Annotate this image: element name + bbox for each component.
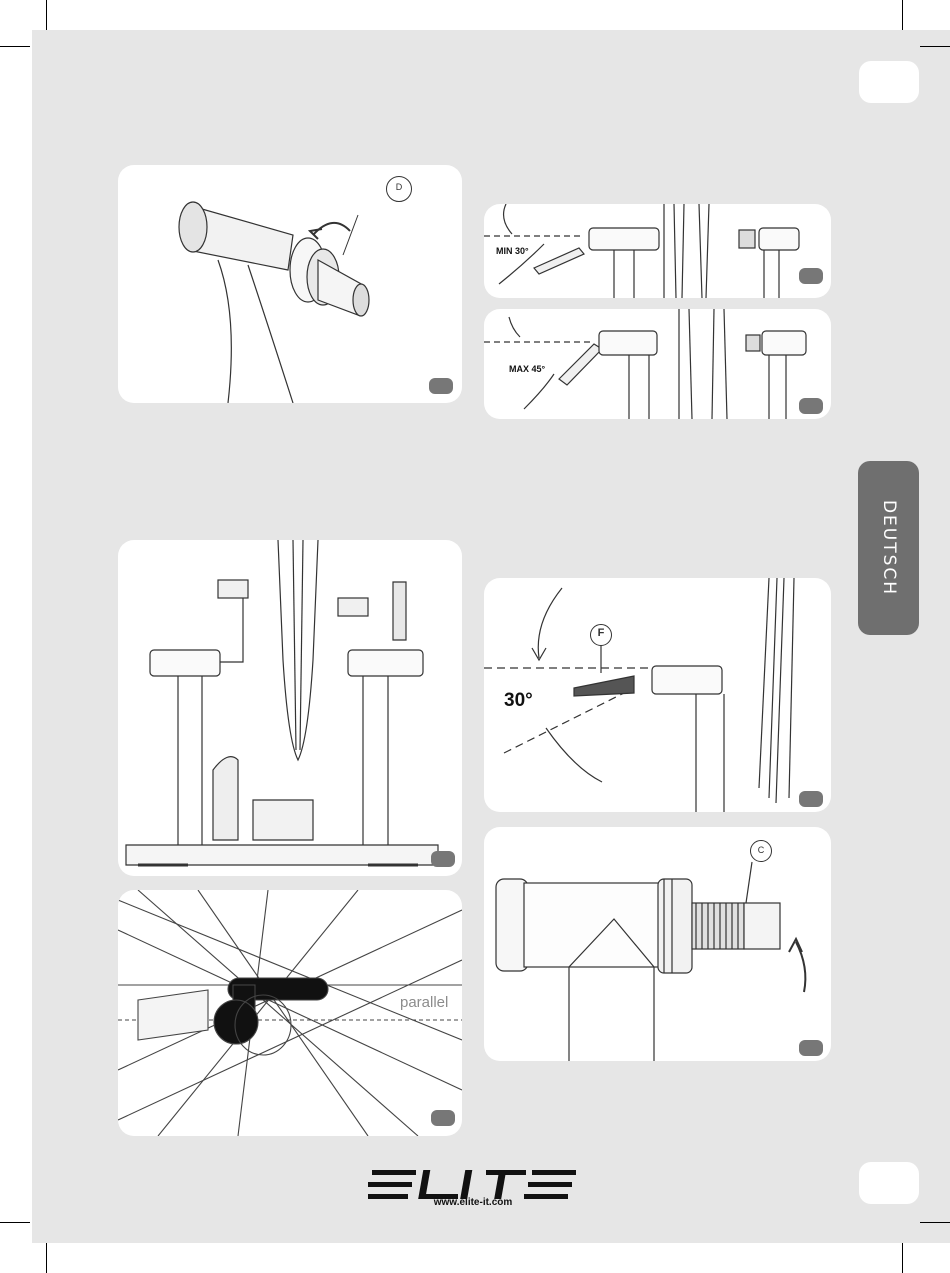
figure-badge <box>799 1040 823 1056</box>
language-tab-label: DEUTSCH <box>878 499 899 597</box>
figure-axle-tightening <box>484 827 831 1061</box>
figure-min-angle <box>484 204 831 298</box>
min-angle-label: MIN 30° <box>496 246 529 256</box>
figure-lever-angle <box>484 578 831 812</box>
crop-mark <box>46 0 47 30</box>
min-angle-drawing <box>484 204 831 298</box>
crop-mark <box>902 1243 903 1273</box>
crop-mark <box>0 46 30 47</box>
figure-badge <box>431 1110 455 1126</box>
callout-label: D <box>395 182 403 192</box>
figure-badge <box>799 398 823 414</box>
crop-mark <box>902 0 903 30</box>
parallel-lever-drawing <box>118 890 462 1136</box>
lever-angle-drawing <box>484 578 831 812</box>
figure-badge <box>431 851 455 867</box>
max-angle-label: MAX 45° <box>509 364 546 374</box>
crop-mark <box>920 1222 950 1223</box>
crop-mark <box>0 1222 30 1223</box>
page-number-tab-top <box>859 61 919 103</box>
figure-max-angle <box>484 309 831 419</box>
crop-mark <box>920 46 950 47</box>
figure-trainer-overview <box>118 540 462 876</box>
crop-mark <box>46 1243 47 1273</box>
trainer-overview-drawing <box>118 540 462 876</box>
callout-label: F <box>597 627 605 639</box>
parallel-label: parallel <box>400 994 449 1011</box>
page-number-tab-bottom <box>859 1162 919 1204</box>
callout-label: C <box>757 845 765 855</box>
figure-knob-rotation <box>118 165 462 403</box>
lever-angle-label: 30° <box>504 690 533 711</box>
knob-rotation-drawing <box>118 165 462 403</box>
language-tab[interactable] <box>858 461 919 635</box>
figure-parallel-lever <box>118 890 462 1136</box>
figure-badge <box>429 378 453 394</box>
footer-url[interactable]: www.elite-it.com <box>433 1197 513 1208</box>
figure-badge <box>799 791 823 807</box>
axle-tightening-drawing <box>484 827 831 1061</box>
figure-badge <box>799 268 823 284</box>
